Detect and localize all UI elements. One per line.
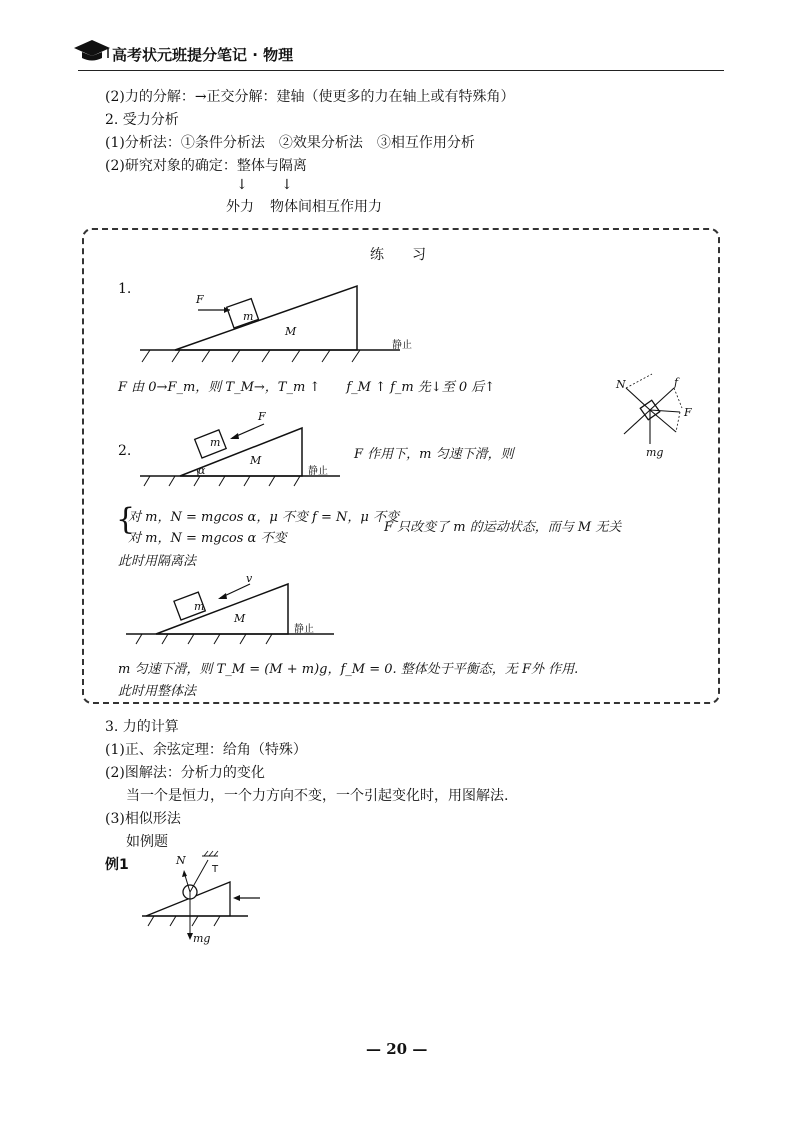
force-mg-label: mg	[646, 446, 664, 459]
note-line-2: 2. 受力分析	[105, 112, 179, 128]
p3-velocity-label: v	[246, 572, 253, 585]
s3-line-2: (1)正、余弦定理：给角（特殊）	[105, 742, 307, 758]
sub-right: 物体间相互作用力	[270, 199, 382, 215]
p3-text: m 匀速下滑，则 T_M = (M + m)g，f_M = 0. 整体处于平衡态，无 F外 作用.	[118, 662, 579, 677]
sub-left: 外力	[226, 199, 254, 215]
arrow-left: ↓	[236, 177, 248, 193]
force-diagram	[612, 378, 702, 458]
example-t-label: T	[212, 864, 219, 875]
p2-force-label: F	[258, 410, 266, 423]
p3-diagram	[124, 572, 354, 656]
s3-line-4: 当一个是恒力，一个力方向不变，一个引起变化时，用图解法.	[126, 788, 509, 804]
example-mg-label: mg	[193, 932, 211, 945]
p2-angle-label: α	[198, 464, 206, 477]
p1-block-label: m	[243, 310, 254, 323]
force-F-label: F	[684, 406, 692, 419]
p2-method: 此时用隔离法	[118, 554, 197, 569]
header-title: 高考状元班提分笔记 · 物理	[112, 46, 294, 64]
arrow-right: ↓	[281, 177, 293, 193]
p2-line-2: 对 m，N = mgcos α 不变	[128, 531, 287, 546]
force-f-label: f	[674, 376, 679, 389]
note-line-3: (1)分析法：①条件分析法 ②效果分析法 ③相互作用分析	[105, 135, 475, 151]
p1-force-label: F	[196, 293, 204, 306]
p2-brace: {	[116, 502, 136, 537]
example-n-label: N	[176, 854, 186, 867]
p1-text: F 由 0→F_m，则 T_M→，T_m ↑ f_M ↑ f_m 先↓至 0 后↑	[118, 380, 496, 395]
s3-line-1: 3. 力的计算	[105, 719, 179, 735]
p3-still-label: 静止	[294, 624, 314, 635]
p1-number: 1.	[118, 281, 132, 297]
p1-wedge-label: M	[285, 325, 297, 338]
p2-wedge-label: M	[250, 454, 262, 467]
p3-method: 此时用整体法	[118, 684, 197, 699]
p2-line-1: 对 m，N = mgcos α，μ 不变 f = N，μ 不变	[128, 510, 399, 525]
p1-still-label: 静止	[392, 340, 412, 351]
practice-title: 练 习	[370, 247, 426, 263]
p3-wedge-label: M	[234, 612, 246, 625]
p3-block-label: m	[194, 600, 205, 613]
example-diagram	[140, 850, 270, 945]
s3-line-5: (3)相似形法	[105, 811, 181, 827]
p2-diagram	[140, 408, 360, 488]
p1-diagram	[130, 280, 430, 375]
s3-line-6: 如例题	[126, 834, 168, 850]
note-line-1: (2)力的分解：→正交分解：建轴（使更多的力在轴上或有特殊角）	[105, 89, 515, 105]
p2-still-label: 静止	[308, 466, 328, 477]
force-n-label: N	[616, 378, 626, 391]
example-label: 例1	[105, 857, 129, 873]
p2-right-text: F 只改变了 m 的运动状态，而与 M 无关	[384, 520, 622, 535]
p2-block-label: m	[210, 436, 221, 449]
p2-side-text: F 作用下，m 匀速下滑，则	[354, 447, 514, 462]
header-rule	[78, 70, 724, 71]
s3-line-3: (2)图解法：分析力的变化	[105, 765, 265, 781]
note-line-4: (2)研究对象的确定：整体与隔离	[105, 158, 307, 174]
p2-number: 2.	[118, 443, 132, 459]
page-number: — 20 —	[366, 1040, 428, 1058]
graduation-cap-icon	[72, 38, 112, 62]
